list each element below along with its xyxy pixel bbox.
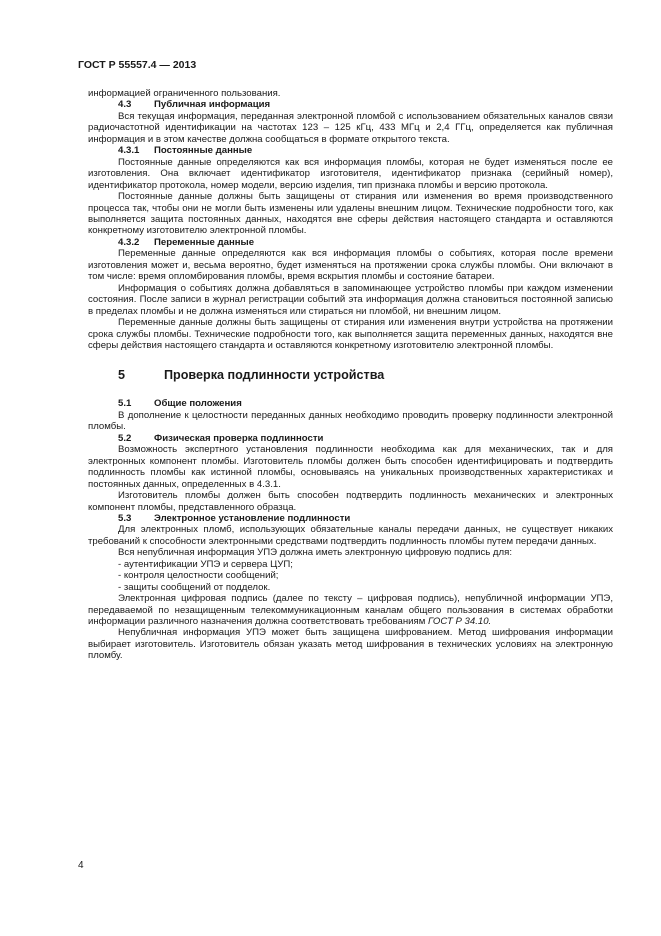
section-title: Постоянные данные: [154, 145, 253, 157]
section-number: 5.3: [118, 512, 132, 524]
paragraph: Вся текущая информация, переданная электронной пломбой с использованием обязательных каналов связи радиочастотной идентификации на частотах 123 – 125 кГц, 433 МГц и 2,4 ГГц, определяется как публичная информация и в этом качестве должна сообщаться в формате открытого текста.: [88, 110, 613, 145]
section-5-1-heading: [118, 398, 613, 409]
paragraph: Непубличная информация УПЭ может быть защищена шифрованием. Метод шифрования информации выбирает изготовитель. Изготовитель обязан указать метод шифрования в технических условиях на электронную пломбу.: [88, 627, 613, 662]
section-5-2-heading: [118, 433, 613, 444]
paragraph-text: Электронная цифровая подпись (далее по тексту – цифровая подпись), непубличной информации УПЭ, передаваемой по незащищенным телекоммуникационным каналам общего пользования в системах обработки информации различного назначения должна соответствовать требованиям: [88, 593, 613, 628]
intro-line: информацией ограниченного пользования.: [88, 88, 281, 99]
page-body: [88, 88, 613, 662]
section-5-heading: [118, 368, 613, 382]
section-4-3-heading: [118, 99, 613, 110]
paragraph: В дополнение к целостности переданных данных необходимо проводить проверку подлинности электронной пломбы.: [88, 409, 613, 433]
section-4-3-2-heading: [118, 237, 613, 248]
section-4-3-1-heading: [118, 145, 613, 156]
section-title: Переменные данные: [154, 236, 255, 248]
paragraph: Переменные данные должны быть защищены от стирания или изменения внутри устройства на протяжении срока службы пломбы. Технические подробности того, как выполняется защита переменных данных, находятся вне сферы действия настоящего стандарта и оставляются конкретному изготовителю электронной пломбы.: [88, 317, 613, 351]
section-title: Публичная информация: [154, 99, 271, 111]
paragraph: [88, 593, 613, 627]
section-number: 5.2: [118, 432, 132, 444]
section-number: 4.3.2: [118, 236, 140, 248]
paragraph: Для электронных пломб, использующих обязательные каналы передачи данных, не существует никаких требований к способности электронными средствами подтвердить подлинность пломбы путем передачи данных.: [88, 524, 613, 547]
paragraph: Вся непубличная информация УПЭ должна иметь электронную цифровую подпись для:: [118, 547, 512, 559]
list-item: - аутентификации УПЭ и сервера ЦУП;: [118, 558, 293, 570]
section-number: 4.3.1: [118, 145, 140, 157]
paragraph: Постоянные данные определяются как вся информация пломбы, которая не будет изменяться после ее изготовления. Она включает идентификатор изготовителя, идентификатор признака (серийный номер), идентификатор протокола, номер модели, версию изделия, тип признака пломбы и версию протокола.: [88, 156, 613, 191]
section-title: Общие положения: [154, 398, 242, 410]
section-number: 5: [118, 368, 126, 383]
paragraph: Переменные данные определяются как вся информация пломбы о событиях, которая после времени изготовления может и, весьма вероятно, будет изменяться на протяжении срока службы пломбы. Они включают в том числе: время опломбирования пломбы, время вскрытия пломбы и состояние батареи.: [88, 248, 613, 283]
list-item: - контроля целостности сообщений;: [118, 570, 279, 582]
document-header: ГОСТ Р 55557.4 — 2013: [78, 59, 197, 71]
section-number: 4.3: [118, 99, 132, 111]
page-number: 4: [78, 860, 84, 871]
section-title: Проверка подлинности устройства: [164, 368, 385, 383]
list-item: - защиты сообщений от подделок.: [118, 581, 271, 593]
section-title: Электронное установление подлинности: [154, 512, 351, 524]
paragraph: Постоянные данные должны быть защищены от стирания или изменения во время производственного процесса так, чтобы они не могли быть изменены или удалены внешним лицом. Технические подробности того, как выполняется защита постоянных данных, находятся вне сферы действия настоящего стандарта и оставляются конкретному изготовителю электронной пломбы.: [88, 191, 613, 237]
section-title: Физическая проверка подлинности: [154, 432, 324, 444]
paragraph: Изготовитель пломбы должен быть способен подтвердить подлинность механических и электронных компонент пломбы, представленного образца.: [88, 490, 613, 513]
paragraph: Возможность экспертного установления подлинности необходима как для механических, так и для электронных компонент пломбы. Изготовитель пломбы должен быть способен идентифицировать и подтвердить подлинность пломбы как истинной пломбы, основываясь на уникальных производственных характеристиках и постоянных данных, определенных в 4.3.1.: [88, 444, 613, 490]
paragraph: Информация о событиях должна добавляться в запоминающее устройство пломбы при каждом изменении состояния. После записи в журнал регистрации событий эта информация должна становиться постоянной записью в пределах пломбы и не должна изменяться или стираться ни пломбой, ни внешним лицом.: [88, 282, 613, 317]
section-number: 5.1: [118, 398, 132, 410]
standard-reference: ГОСТ Р 34.10.: [427, 616, 492, 628]
section-5-3-heading: [118, 513, 613, 524]
